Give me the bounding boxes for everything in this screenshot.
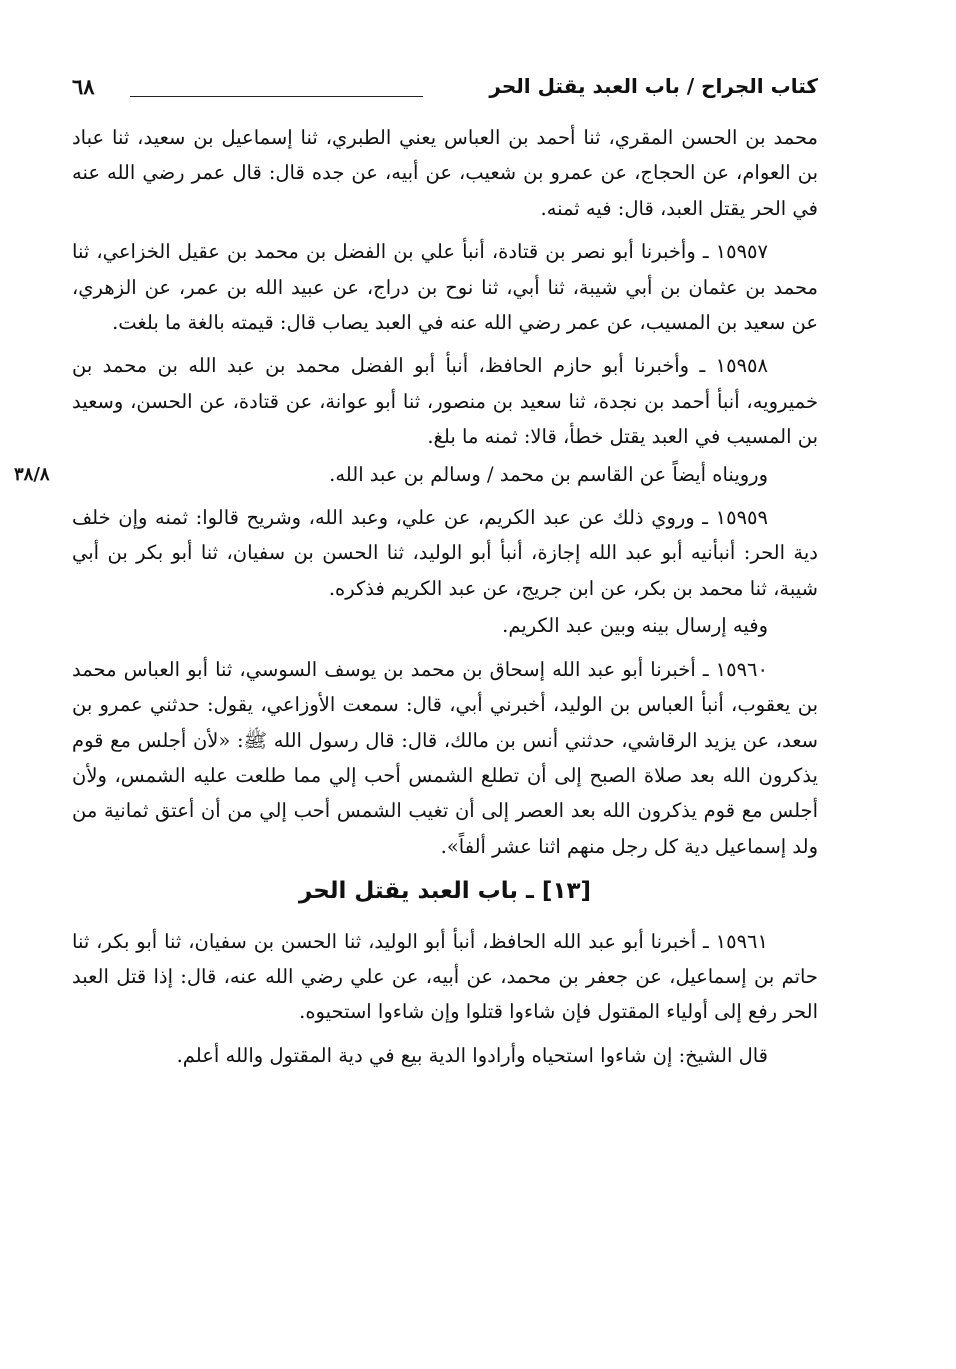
page-number: ٦٨ — [72, 74, 95, 99]
hadith-15957: ١٥٩٥٧ ـ وأخبرنا أبو نصر بن قتادة، أنبأ علي بن الفضل بن محمد بن عقيل الخزاعي، ثنا محمد بن عثمان بن أبي شيبة، ثنا أبي، ثنا نوح بن دراج، عن عبيد الله بن عمر، عن الزهري، عن سعيد بن المسيب، عن عمر رضي الله عنه في العبد يصاب قال: قيمته بالغة ما بلغت. — [72, 240, 818, 335]
narration-note: ورويناه أيضاً عن القاسم بن محمد / وسالم بن عبد الله. — [329, 462, 768, 486]
running-title: كتاب الجراح / باب العبد يقتل الحر — [489, 74, 818, 98]
hadith-15960: ١٥٩٦٠ ـ أخبرنا أبو عبد الله إسحاق بن محمد بن يوسف السوسي، ثنا أبو العباس محمد بن يعقوب، أنبأ العباس بن الوليد، أخبرني أبي، قال: سمعت الأوزاعي، يقول: حدثني عمرو بن سعد، عن يزيد الرقاشي، حدثني أنس بن مالك، قال: قال رسول الله ﷺ: «لأن أجلس مع قوم يذكرون الله بعد صلاة الصبح إلى أن تطلع الشمس أحب إلي مما طلعت عليه الشمس، ولأن أجلس مع قوم يذكرون الله بعد العصر إلى أن تغيب الشمس أحب إلي من أن أعتق ثمانية من ولد إسماعيل دية كل رجل منهم اثنا عشر ألفاً». — [72, 657, 818, 858]
sheikh-comment: قال الشيخ: إن شاءوا استحياه وأرادوا الدية بيع في دية المقتول والله أعلم. — [176, 1043, 768, 1067]
hadith-15959: ١٥٩٥٩ ـ وروي ذلك عن عبد الكريم، عن علي، وعبد الله، وشريح قالوا: ثمنه وإن خلف دية الحر: أنبأنيه أبو عبد الله إجازة، أنبأ أبو الوليد، ثنا الحسن بن سفيان، ثنا أبو بكر بن أبي شيبة، ثنا محمد بن بكر، عن ابن جريج، عن عبد الكريم فذكره. — [72, 506, 818, 600]
margin-row — [14, 457, 818, 492]
paragraph-continuation: محمد بن الحسن المقري، ثنا أحمد بن العباس يعني الطبري، ثنا إسماعيل بن سعيد، ثنا عباد بن العوام، عن الحجاج، عن عمرو بن شعيب، عن أبيه، عن جده قال: قال عمر رضي الله عنه في الحر يقتل العبد، قال: فيه ثمنه. — [72, 126, 818, 220]
page-header — [72, 70, 818, 110]
hadith-15961: ١٥٩٦١ ـ أخبرنا أبو عبد الله الحافظ، أنبأ أبو الوليد، ثنا الحسن بن سفيان، ثنا أبو بكر، ثنا حاتم بن إسماعيل، عن جعفر بن محمد، عن أبيه، عن علي رضي الله عنه، قال: إذا قتل العبد الحر رفع إلى أولياء المقتول فإن شاءوا قتلوا وإن شاءوا استحيوه. — [72, 929, 818, 1024]
isnad-note: وفيه إرسال بينه وبين عبد الكريم. — [502, 614, 768, 638]
page-body — [14, 120, 818, 1081]
section-heading: [١٣] ـ باب العبد يقتل الحر — [298, 878, 592, 905]
hadith-15958: ١٥٩٥٨ ـ وأخبرنا أبو حازم الحافظ، أنبأ أبو الفضل محمد بن عبد الله بن محمد بن خميرويه، أنبأ أحمد بن نجدة، ثنا سعيد بن منصور، ثنا أبو عوانة، عن قتادة، عن الحسن، وسعيد بن المسيب في العبد يقتل خطأ، قالا: ثمنه ما بلغ. — [72, 354, 818, 449]
margin-volume-reference: ٣٨/٨ — [14, 463, 50, 485]
header-rule — [130, 96, 423, 97]
